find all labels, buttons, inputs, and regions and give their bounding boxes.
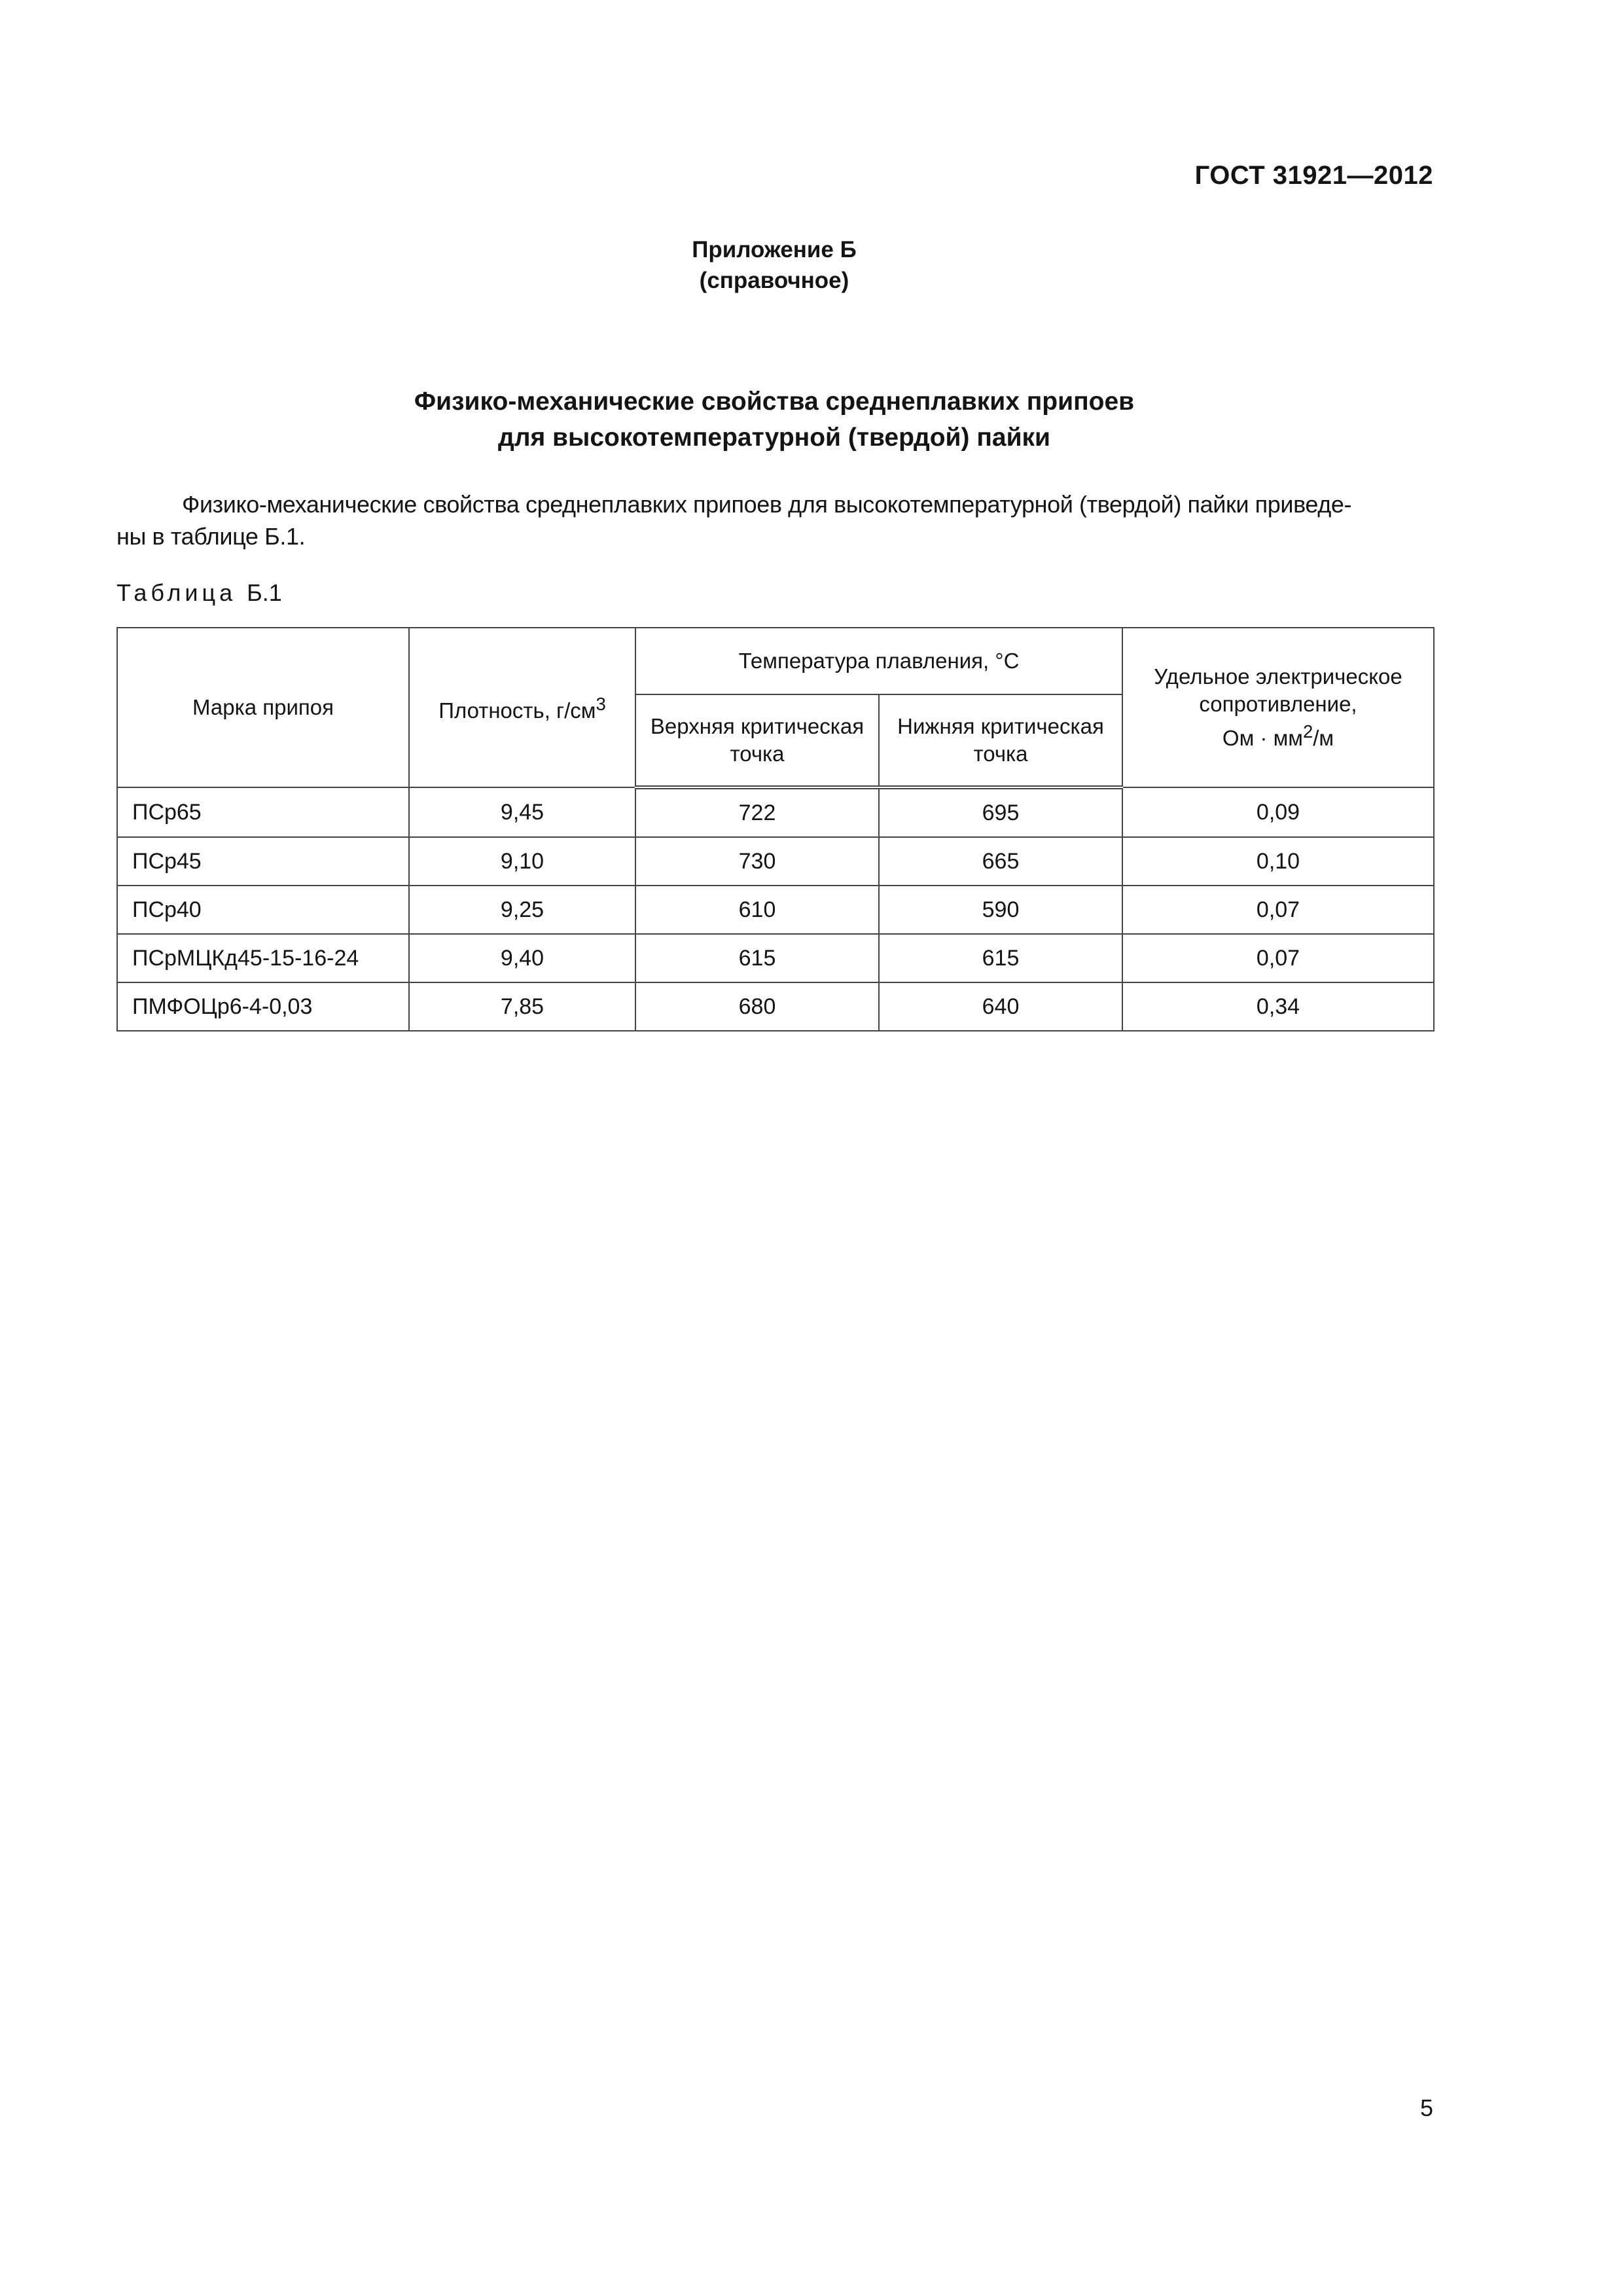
intro-paragraph [116, 488, 1433, 552]
cell-density: 9,25 [409, 886, 635, 934]
header-resistivity-sup: 2 [1302, 721, 1313, 742]
header-resistivity [1122, 628, 1434, 787]
cell-resistivity: 0,10 [1122, 837, 1434, 886]
table-caption-number: Б.1 [247, 579, 282, 606]
section-title-line-1: Физико-механические свойства среднеплавких припоев [414, 387, 1135, 416]
header-resistivity-line-1: Удельное электрическое сопротивление, [1154, 664, 1402, 716]
cell-upper: 680 [635, 982, 879, 1031]
header-upper-critical-point: Верхняя критическая точка [635, 694, 879, 787]
cell-density: 9,10 [409, 837, 635, 886]
table-row [117, 837, 1434, 886]
cell-resistivity: 0,07 [1122, 886, 1434, 934]
cell-density: 9,40 [409, 934, 635, 982]
cell-lower: 665 [879, 837, 1122, 886]
cell-upper: 722 [635, 787, 879, 837]
cell-density: 9,45 [409, 787, 635, 837]
header-brand: Марка припоя [117, 628, 409, 787]
header-resistivity-unit-b: /м [1313, 726, 1334, 750]
header-density-sup: 3 [596, 694, 606, 714]
header-lower-critical-point: Нижняя критическая точка [879, 694, 1122, 787]
cell-lower: 615 [879, 934, 1122, 982]
table-row [117, 934, 1434, 982]
cell-brand: ПСрМЦКд45-15-16-24 [117, 934, 409, 982]
cell-brand: ПСр45 [117, 837, 409, 886]
annex-label: Приложение Б [692, 237, 857, 262]
table-caption-word: Таблица [116, 579, 237, 606]
table-caption [116, 579, 282, 607]
intro-line-1: Физико-механические свойства среднеплавких припоев для высокотемпературной (твердой) пайки приведе- [182, 491, 1352, 518]
cell-lower: 640 [879, 982, 1122, 1031]
cell-upper: 610 [635, 886, 879, 934]
solder-properties-table [116, 627, 1435, 1031]
cell-resistivity: 0,07 [1122, 934, 1434, 982]
cell-upper: 730 [635, 837, 879, 886]
cell-brand: ПСр65 [117, 787, 409, 837]
table-row [117, 982, 1434, 1031]
header-density-text: Плотность, г/см [438, 698, 596, 723]
annex-type: (справочное) [699, 268, 849, 293]
section-title-line-2: для высокотемпературной (твердой) пайки [497, 423, 1051, 452]
intro-line-2: ны в таблице Б.1. [116, 523, 306, 550]
cell-lower: 590 [879, 886, 1122, 934]
cell-brand: ПМФОЦр6-4-0,03 [117, 982, 409, 1031]
cell-resistivity: 0,09 [1122, 787, 1434, 837]
annex-heading [0, 234, 1548, 296]
cell-brand: ПСр40 [117, 886, 409, 934]
document-code: ГОСТ 31921—2012 [1194, 161, 1433, 190]
cell-lower: 695 [879, 787, 1122, 837]
page-number: 5 [1419, 2094, 1433, 2121]
cell-upper: 615 [635, 934, 879, 982]
header-density [409, 628, 635, 787]
cell-resistivity: 0,34 [1122, 982, 1434, 1031]
cell-density: 7,85 [409, 982, 635, 1031]
header-resistivity-unit-a: Ом · мм [1222, 726, 1303, 750]
table-row [117, 886, 1434, 934]
header-melting-temperature: Температура плавления, °C [635, 628, 1122, 694]
section-title [0, 384, 1548, 456]
table-row [117, 787, 1434, 837]
